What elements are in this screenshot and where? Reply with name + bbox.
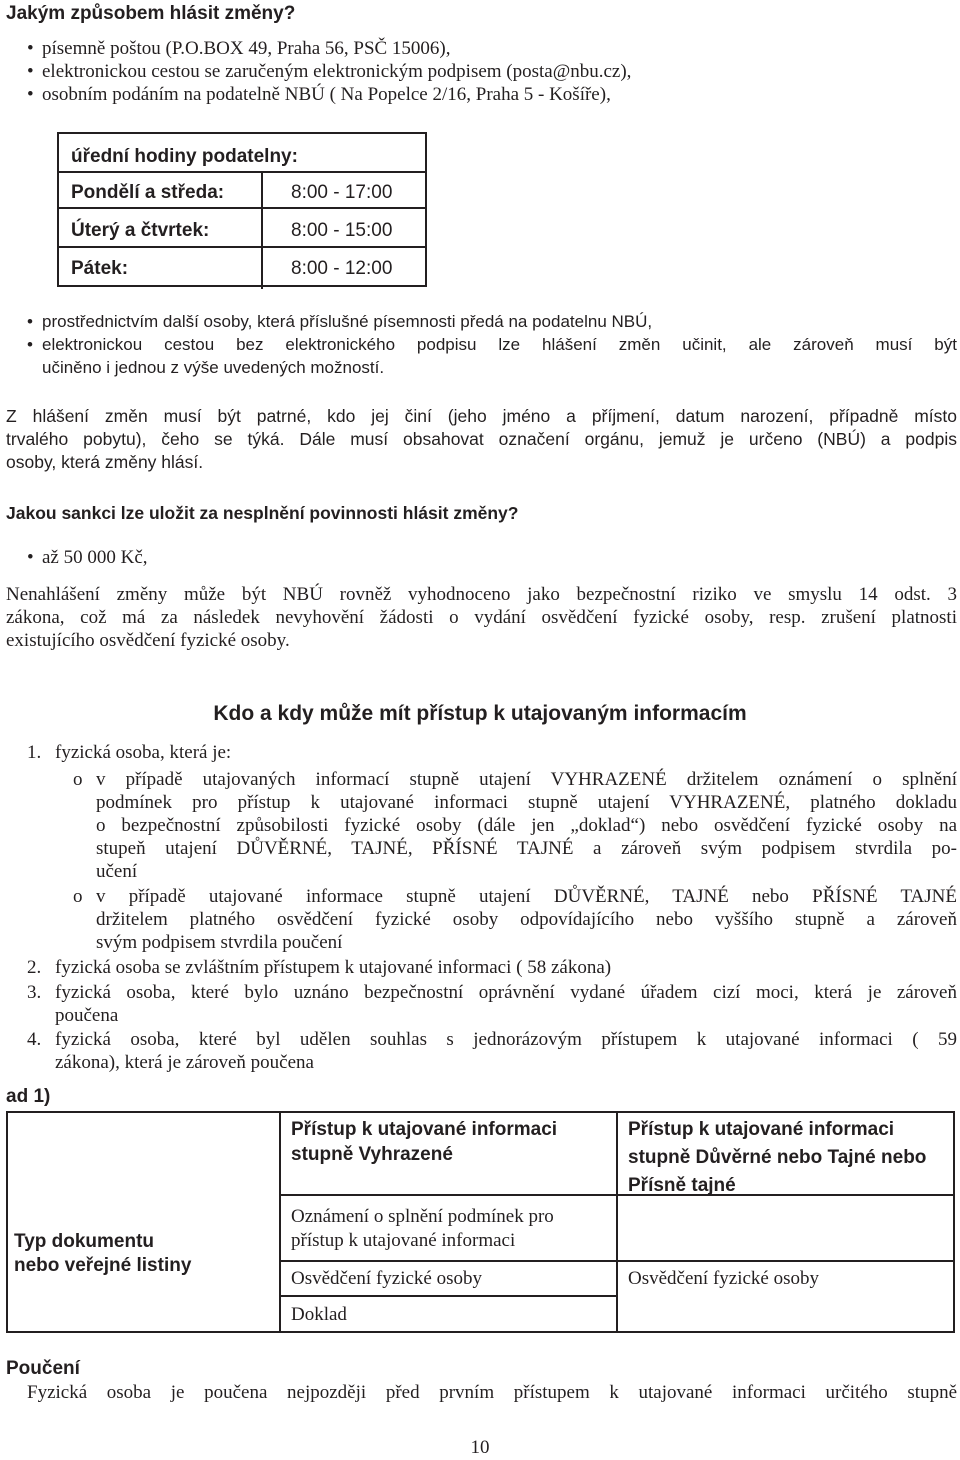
table-column-header: stupně Vyhrazené — [291, 1144, 453, 1165]
office-hours-time: 8:00 - 15:00 — [291, 220, 393, 241]
table-column-header: Přístup k utajované informaci — [628, 1119, 895, 1140]
list-item-text: učiněno i jednou z výše uvedených možností. — [42, 358, 385, 377]
list-item-text: písemně poštou (P.O.BOX 49, Praha 56, PSČ 15006), — [42, 38, 451, 59]
list-item: • až 50 000 Kč, — [27, 547, 148, 568]
table-row-header: Typ dokumentu — [14, 1231, 155, 1252]
paragraph-line: trvalého pobytu), čeho se týká. Dále musí obsahovat označení orgánu, jemuž je určeno (NBÚ) a podpis — [6, 429, 957, 449]
page-number: 10 — [470, 1437, 490, 1458]
office-hours-time: 8:00 - 12:00 — [291, 258, 393, 279]
list-item-text: elektronickou cestou se zaručeným elektronickým podpisem (posta@nbu.cz), — [42, 61, 632, 82]
ad-label: ad 1) — [6, 1086, 51, 1107]
list-item-text: fyzická osoba se zvláštním přístupem k utajované informaci ( 58 zákona) — [55, 957, 612, 978]
sub-list-marker: o — [73, 886, 83, 907]
list-number: 3. — [27, 982, 42, 1003]
office-hours-day: Pondělí a středa: — [71, 182, 225, 203]
paragraph-line: osoby, která změny hlásí. — [6, 452, 204, 472]
list-item-text: stupeň utajení DŮVĚRNÉ, TAJNÉ, PŘÍSNÉ TAJNÉ a zároveň svým podpisem stvrdila po- — [96, 838, 957, 859]
list-item-text: svým podpisem stvrdila poučení — [96, 932, 343, 953]
list-item-text: držitelem platného osvědčení fyzické osoby odpovídajícího nebo vyššího stupně a zároveň — [96, 909, 957, 930]
section-heading-report-changes: Jakým způsobem hlásit změny? — [6, 3, 296, 24]
table-cell: Osvědčení fyzické osoby — [628, 1268, 819, 1289]
list-item-text: fyzická osoba, která je: — [55, 742, 232, 763]
pouceni-text: Fyzická osoba je poučena nejpozději před prvním přístupem k utajované informaci určitého stupně — [27, 1382, 957, 1403]
table-cell: Oznámení o splnění podmínek pro — [291, 1206, 554, 1227]
document-type-table — [6, 1111, 955, 1333]
list-number: 2. — [27, 957, 42, 978]
table-cell: Doklad — [291, 1304, 347, 1325]
sub-list-marker: o — [73, 769, 83, 790]
list-item-text: zákona), která je zároveň poučena — [55, 1052, 314, 1073]
office-hours-time: 8:00 - 17:00 — [291, 182, 393, 203]
list-number: 1. — [27, 742, 42, 763]
paragraph-line: existujícího osvědčení fyzické osoby. — [6, 630, 290, 651]
list-item-text: o bezpečnostní způsobilosti fyzické osoby (dále jen „doklad“) nebo osvědčení fyzické osoby na — [96, 815, 957, 836]
table-cell: přístup k utajované informaci — [291, 1230, 516, 1251]
list-item: • elektronickou cestou se zaručeným elektronickým podpisem (posta@nbu.cz), — [27, 61, 632, 82]
paragraph-line: zákona, což má za následek nevyhovění žádosti o vydání osvědčení fyzické osoby, resp. zrušení platnosti — [6, 607, 957, 628]
list-item-text: učení — [96, 861, 138, 882]
office-hours-title: úřední hodiny podatelny: — [71, 146, 298, 167]
office-hours-table — [57, 132, 427, 287]
table-cell: Osvědčení fyzické osoby — [291, 1268, 482, 1289]
list-item-text: fyzická osoba, které byl udělen souhlas s jednorázovým přístupem k utajované informaci ( 59 — [55, 1029, 957, 1050]
table-column-header: stupně Důvěrné nebo Tajné nebo — [628, 1147, 927, 1168]
list-item-text: podmínek pro přístup k utajované informaci stupně utajení VYHRAZENÉ, platného dokladu — [96, 792, 957, 813]
section-heading-sanction: Jakou sankci lze uložit za nesplnění povinnosti hlásit změny? — [6, 503, 519, 523]
list-item-bullet: • — [27, 335, 33, 354]
list-item-text: až 50 000 Kč, — [42, 547, 148, 568]
list-item-text: osobním podáním na podatelně NBÚ ( Na Popelce 2/16, Praha 5 - Košíře), — [42, 84, 611, 105]
list-item-text: v případě utajovaných informací stupně utajení VYHRAZENÉ držitelem oznámení o splnění — [96, 769, 957, 790]
pouceni-heading: Poučení — [6, 1358, 80, 1379]
paragraph-line: Nenahlášení změny může být NBÚ rovněž vyhodnoceno jako bezpečnostní riziko ve smyslu 14 odst. 3 — [6, 584, 957, 605]
list-item: • prostřednictvím další osoby, která příslušné písemnosti předá na podatelnu NBÚ, — [27, 312, 653, 331]
list-item-text: v případě utajované informace stupně utajení DŮVĚRNÉ, TAJNÉ nebo PŘÍSNÉ TAJNÉ — [96, 886, 957, 907]
table-row-header: nebo veřejné listiny — [14, 1255, 192, 1276]
list-number: 4. — [27, 1029, 42, 1050]
table-column-header: Přísně tajné — [628, 1175, 736, 1196]
table-column-header: Přístup k utajované informaci — [291, 1119, 558, 1140]
office-hours-day: Úterý a čtvrtek: — [71, 220, 210, 241]
list-item-text: poučena — [55, 1005, 119, 1026]
list-item: • osobním podáním na podatelně NBÚ ( Na Popelce 2/16, Praha 5 - Košíře), — [27, 84, 611, 105]
section-heading-access: Kdo a kdy může mít přístup k utajovaným informacím — [213, 702, 747, 725]
list-item: • písemně poštou (P.O.BOX 49, Praha 56, PSČ 15006), — [27, 38, 451, 59]
paragraph-line: Z hlášení změn musí být patrné, kdo jej činí (jeho jméno a příjmení, datum narození, případně místo — [6, 406, 957, 426]
office-hours-day: Pátek: — [71, 258, 129, 279]
list-item-text: elektronickou cestou bez elektronického podpisu lze hlášení změn učinit, ale zároveň musí být — [42, 335, 957, 354]
list-item-text: prostřednictvím další osoby, která příslušné písemnosti předá na podatelnu NBÚ, — [42, 312, 653, 331]
list-item-text: fyzická osoba, které bylo uznáno bezpečnostní oprávnění vydané úřadem cizí moci, která je zároveň — [55, 982, 957, 1003]
